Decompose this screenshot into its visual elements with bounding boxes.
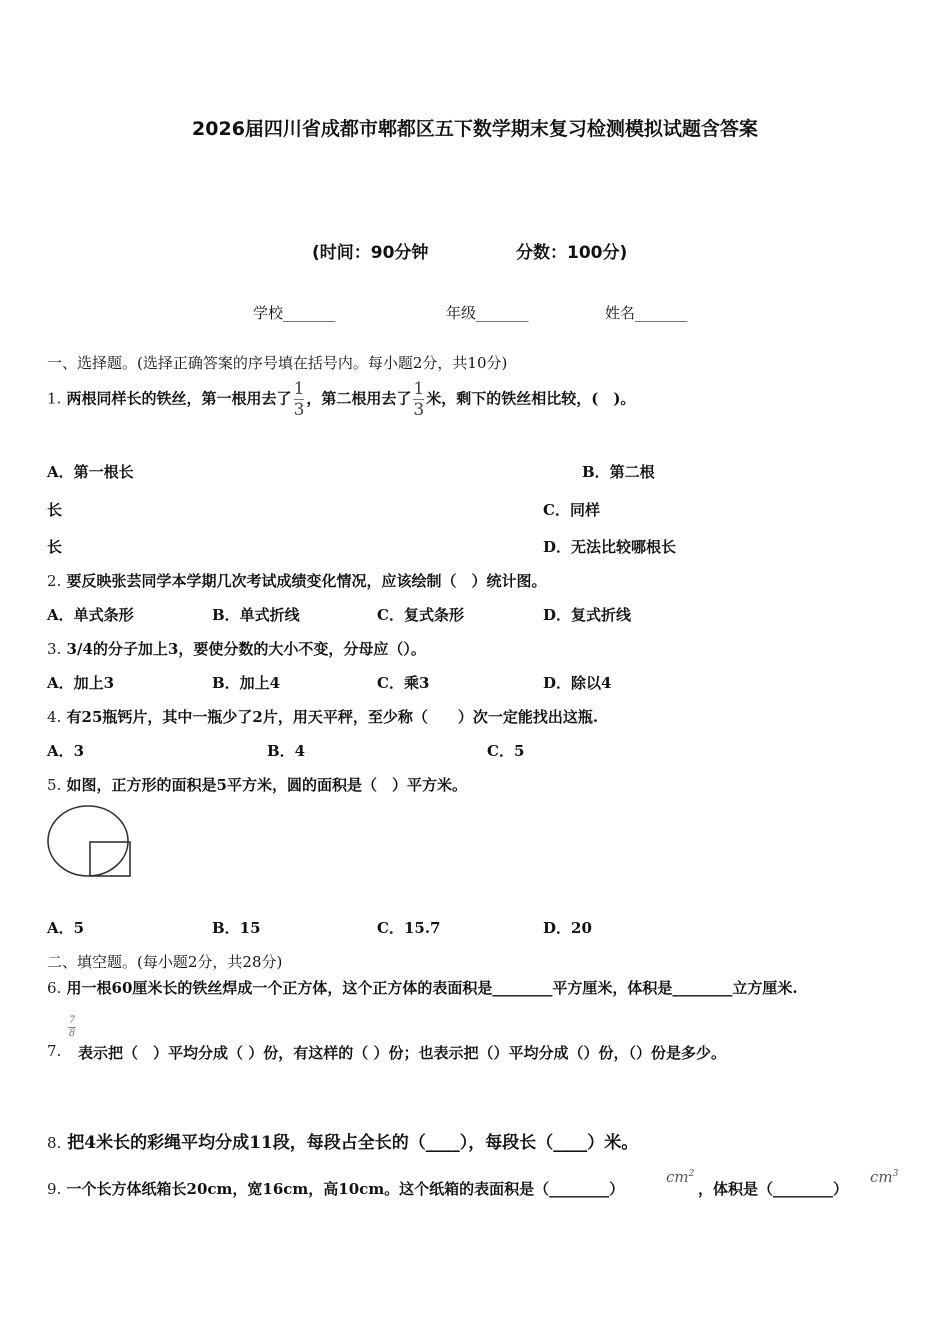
question-text: ，体积是（________）: [698, 1180, 849, 1198]
question-text: 3/4的分子加上3，要使分数的大小不变，分母应（）。: [66, 640, 426, 658]
question-text: 如图，正方形的面积是5平方米，圆的面积是（ ）平方米。: [66, 776, 467, 794]
unit-text: cm: [870, 1168, 893, 1186]
option-c: C．15.7: [377, 919, 441, 937]
numerator: 1: [293, 379, 305, 399]
question-number: 8.: [47, 1134, 62, 1152]
question-4: [47, 706, 598, 727]
option-b: B．单式折线: [212, 606, 300, 624]
option-a: A．5: [47, 919, 85, 937]
question-6: [47, 977, 798, 998]
question-3: [47, 638, 426, 659]
question-number: 1.: [47, 389, 62, 408]
question-text: 两根同样长的铁丝，第一根用去了: [66, 389, 292, 408]
question-text: 用一根60厘米长的铁丝焊成一个正方体，这个正方体的表面积是________平方厘米，体积是________立方厘米.: [66, 979, 798, 997]
exam-score: 分数：100分): [516, 243, 628, 263]
question-1: [47, 380, 635, 419]
unit-exponent: 2: [688, 1169, 695, 1179]
fraction: [413, 380, 424, 419]
option-a: A．加上3: [47, 674, 115, 692]
question-number: 9.: [47, 1180, 62, 1198]
question-number: 3.: [47, 640, 62, 658]
option-continuation: 长: [47, 538, 63, 556]
option-c: C．5: [487, 742, 525, 760]
question-5: [47, 774, 467, 795]
unit-exponent: 3: [892, 1169, 899, 1179]
question-number: 6.: [47, 979, 62, 997]
exam-time: (时间：90分钟: [312, 243, 429, 263]
question-8: [47, 1128, 638, 1153]
question-2: [47, 570, 547, 591]
school-field: 学校_______: [253, 304, 336, 322]
option-d: D．20: [543, 919, 592, 937]
option-b: B．加上4: [212, 674, 281, 692]
question-number: 5.: [47, 776, 62, 794]
option-b: B．第二根: [582, 463, 655, 481]
option-c: C．复式条形: [377, 606, 464, 624]
denominator: 8: [68, 1028, 76, 1039]
option-b: B．15: [212, 919, 261, 937]
option-c: C．乘3: [377, 674, 430, 692]
question-text: 有25瓶钙片，其中一瓶少了2片，用天平秤，至少称（ ）次一定能找出这瓶.: [66, 708, 599, 726]
question-text: 要反映张芸同学本学期几次考试成绩变化情况，应该绘制（ ）统计图。: [66, 572, 547, 590]
question-7: [47, 1042, 61, 1060]
fraction: [68, 1016, 76, 1039]
option-a: A．单式条形: [47, 606, 134, 624]
denominator: 3: [413, 400, 425, 420]
question-text: 表示把（ ）平均分成（ ）份，有这样的（ ）份；也表示把（）平均分成（）份，（）份是多少。: [78, 1044, 726, 1062]
numerator: 7: [68, 1015, 76, 1026]
option-a: A．3: [47, 742, 85, 760]
option-d: D．无法比较哪根长: [543, 538, 677, 556]
name-field: 姓名_______: [605, 304, 688, 322]
fraction: [294, 380, 305, 419]
question-text: 米，剩下的铁丝相比较，( )。: [426, 389, 636, 408]
option-a: A．第一根长: [47, 463, 134, 481]
circle-square-figure: [46, 804, 136, 884]
option-continuation: 长: [47, 501, 63, 519]
section-2-heading: 二、填空题。(每小题2分，共28分): [47, 953, 283, 971]
option-d: D．复式折线: [543, 606, 632, 624]
unit-label: [870, 1168, 898, 1186]
question-number: 4.: [47, 708, 62, 726]
question-text: 一个长方体纸箱长20cm，宽16cm，高10cm。这个纸箱的表面积是（________）: [66, 1180, 625, 1198]
unit-label: [666, 1168, 694, 1186]
question-number: 7.: [47, 1042, 62, 1060]
option-d: D．除以4: [543, 674, 612, 692]
numerator: 1: [413, 379, 425, 399]
circle-shape: [48, 806, 128, 876]
page-title: 2026届四川省成都市郫都区五下数学期末复习检测模拟试题含答案: [192, 118, 758, 140]
option-c: C．同样: [543, 501, 600, 519]
question-9: [47, 1178, 624, 1199]
question-text: 把4米长的彩绳平均分成11段，每段占全长的（____），每段长（____）米。: [67, 1133, 639, 1153]
question-text: ，第二根用去了: [306, 389, 412, 408]
question-number: 2.: [47, 572, 62, 590]
section-1-heading: 一、选择题。(选择正确答案的序号填在括号内。每小题2分，共10分): [47, 354, 508, 372]
option-b: B．4: [267, 742, 306, 760]
grade-field: 年级_______: [446, 304, 529, 322]
denominator: 3: [293, 400, 305, 420]
unit-text: cm: [666, 1168, 689, 1186]
